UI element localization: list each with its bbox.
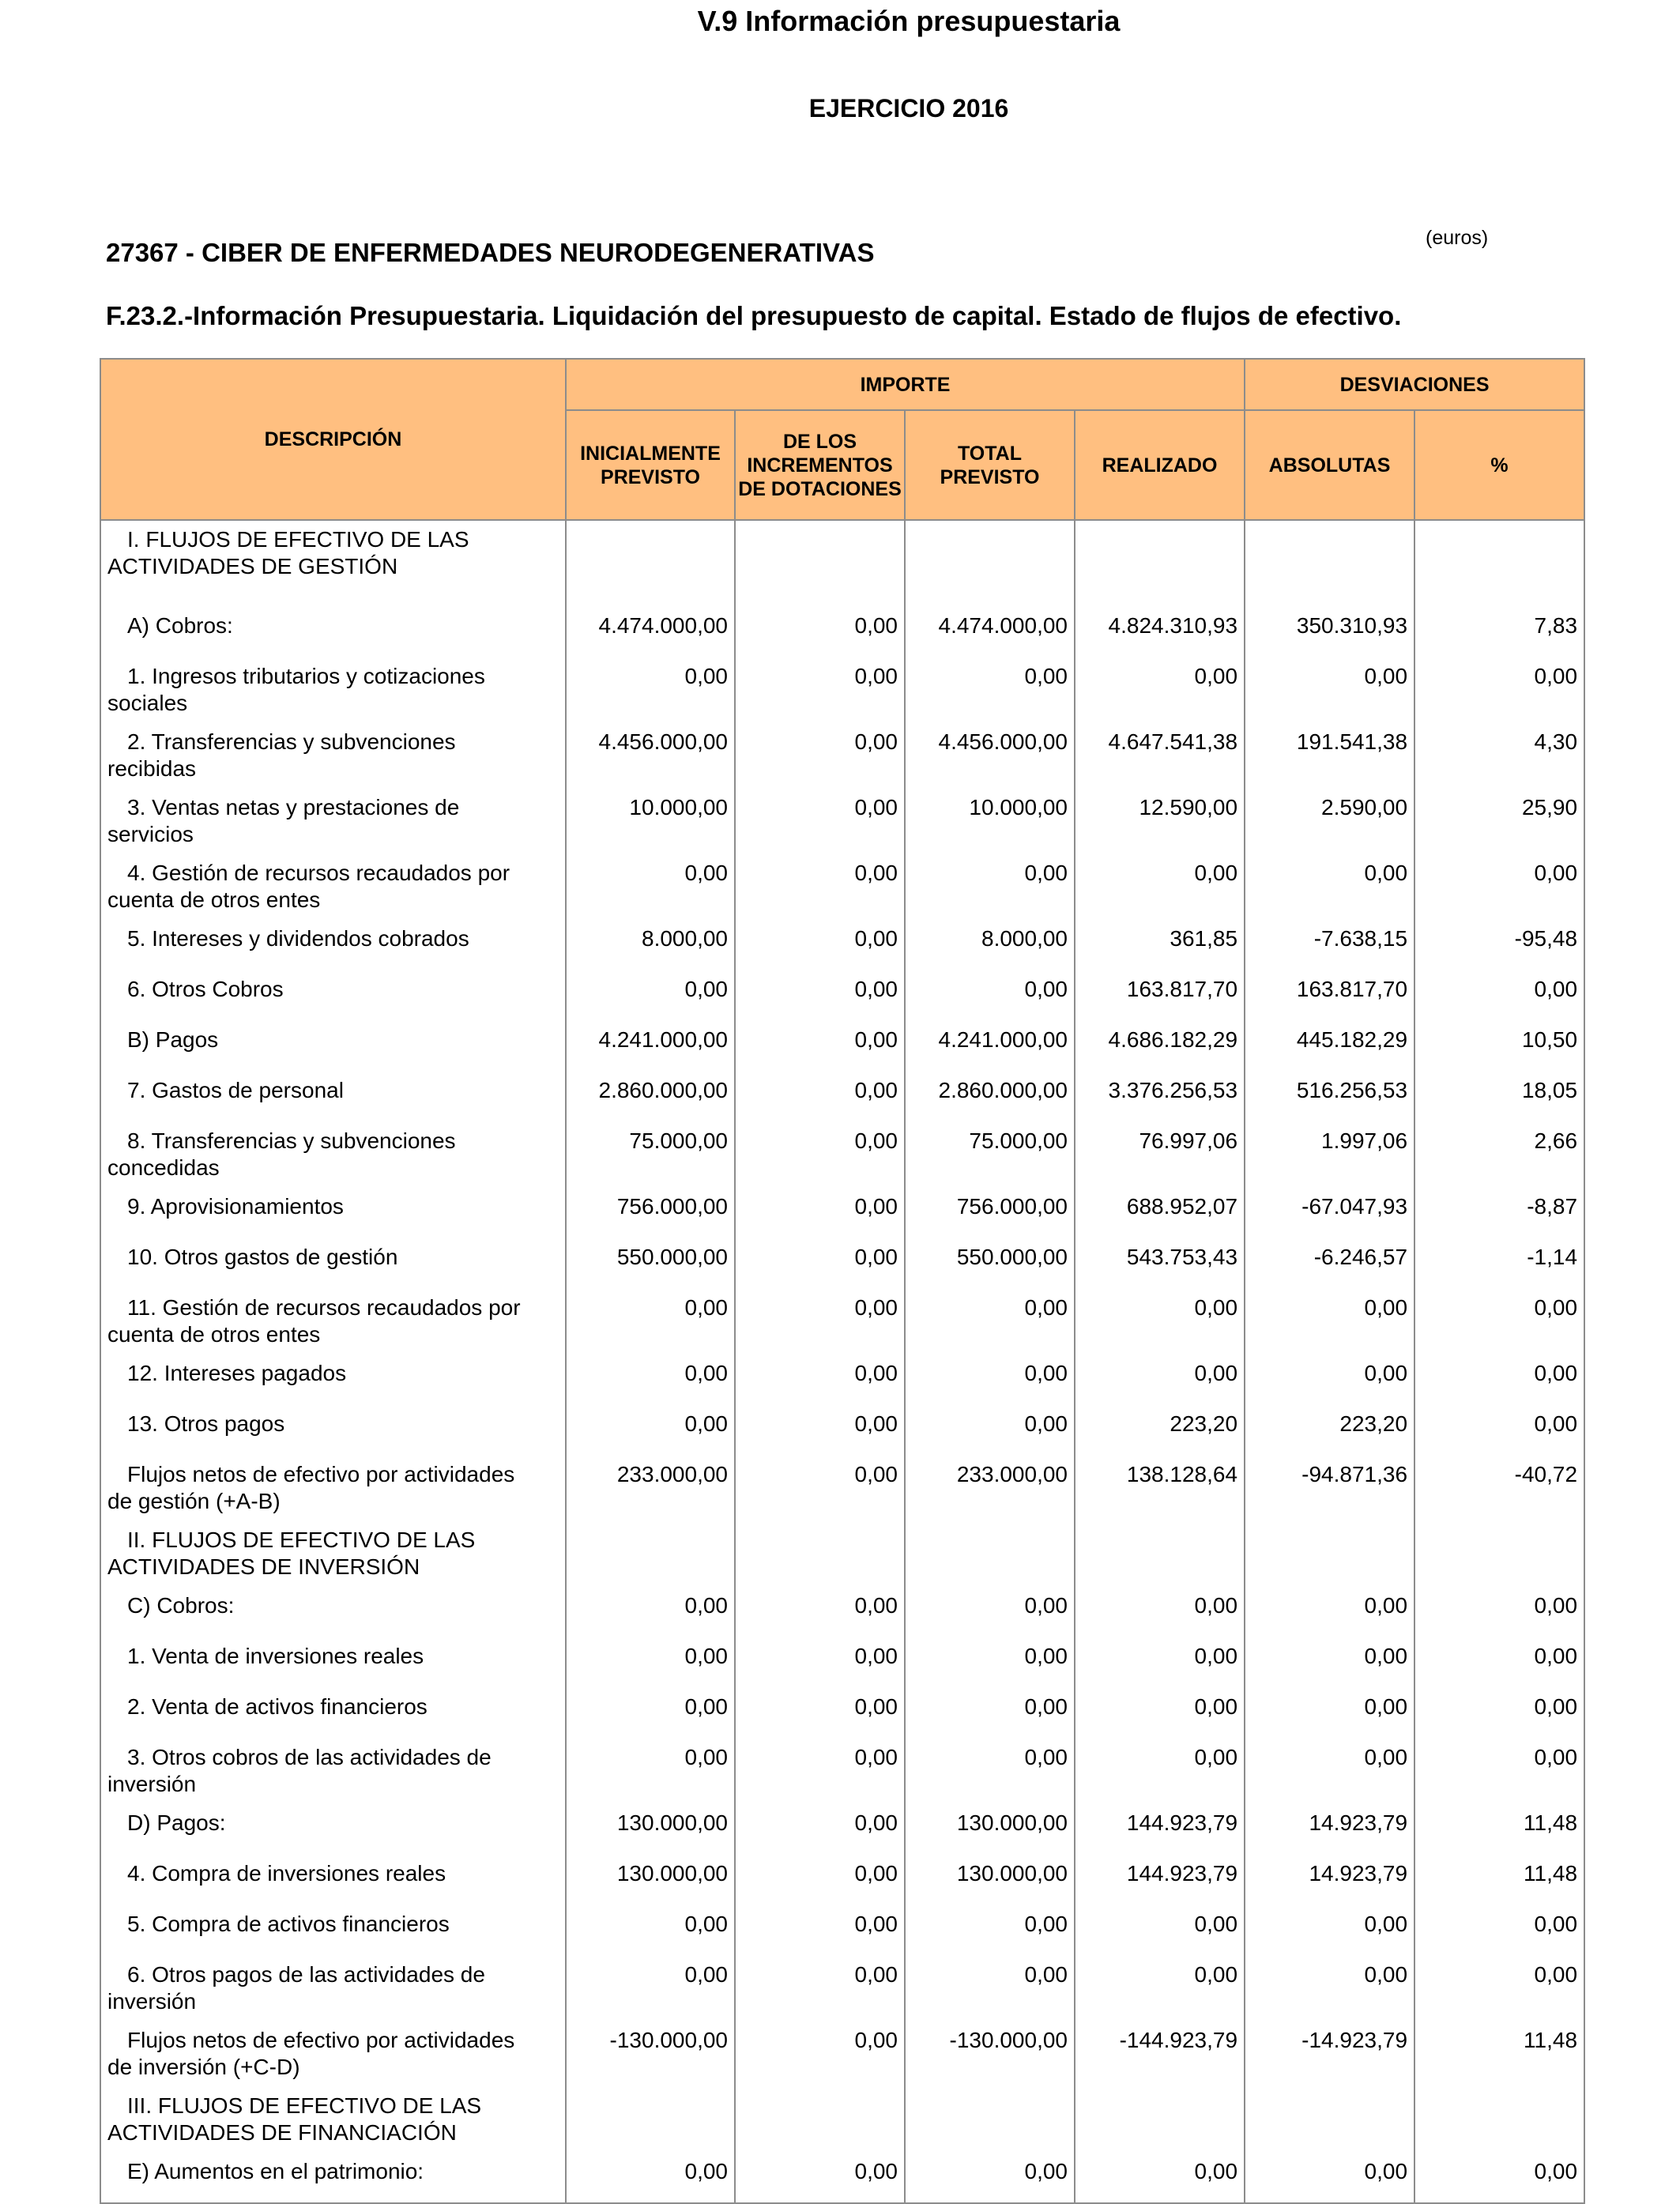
row-value: -130.000,00 (905, 2021, 1075, 2087)
row-value: -40,72 (1414, 1456, 1584, 1521)
row-value: 0,00 (1414, 970, 1584, 1021)
row-value: -1,14 (1414, 1238, 1584, 1289)
row-value: 0,00 (1075, 1289, 1245, 1354)
row-value: 163.817,70 (1245, 970, 1414, 1021)
row-value: 0,00 (735, 1739, 905, 1804)
desviaciones-header: DESVIACIONES (1245, 359, 1584, 410)
row-value: 25,90 (1414, 789, 1584, 854)
row-value (566, 2087, 735, 2153)
report-subtitle: F.23.2.-Información Presupuestaria. Liquidación del presupuesto de capital. Estado de flujos de efectivo. (106, 301, 1402, 330)
row-description-line1: 7. Gastos de personal (127, 1078, 344, 1102)
row-value (1245, 1521, 1414, 1587)
col-header-percent: % (1414, 410, 1584, 520)
row-value: 12.590,00 (1075, 789, 1245, 854)
row-value: 0,00 (566, 657, 735, 723)
row-value: 8.000,00 (566, 920, 735, 970)
row-value: 0,00 (905, 1405, 1075, 1456)
row-value: 0,00 (735, 607, 905, 657)
row-value: 0,00 (735, 1354, 905, 1405)
importe-header: IMPORTE (566, 359, 1245, 410)
row-value: 2.860.000,00 (566, 1072, 735, 1122)
row-value: 4.241.000,00 (566, 1021, 735, 1072)
row-value: 0,00 (566, 1289, 735, 1354)
row-value: 75.000,00 (566, 1122, 735, 1188)
row-value: 0,00 (1414, 1905, 1584, 1956)
row-value (1245, 2087, 1414, 2153)
row-value (735, 520, 905, 607)
row-description-line1: 8. Transferencias y subvenciones (127, 1128, 456, 1153)
row-value: 0,00 (1414, 854, 1584, 920)
row-description (100, 1855, 566, 1905)
row-description-line2: inversión (107, 1772, 197, 1796)
row-value: 0,00 (1414, 1354, 1584, 1405)
row-description-line1: 11. Gestión de recursos recaudados por (127, 1295, 521, 1320)
table-row (100, 1521, 1584, 1587)
table-row (100, 854, 1584, 920)
row-value: 0,00 (735, 1804, 905, 1855)
row-description-line2: inversión (107, 1989, 197, 2014)
col-header-inicialmente-previsto: INICIALMENTE PREVISTO (566, 410, 735, 520)
row-description-line1: B) Pagos (127, 1027, 219, 1052)
row-value: 0,00 (566, 1587, 735, 1637)
row-description-line1: Flujos netos de efectivo por actividades (127, 1462, 515, 1486)
row-description (100, 2153, 566, 2203)
row-description-line1: 6. Otros Cobros (127, 977, 284, 1001)
row-description-line2: recibidas (107, 756, 197, 781)
row-description-line1: E) Aumentos en el patrimonio: (127, 2159, 424, 2183)
row-description-line1: 1. Venta de inversiones reales (127, 1644, 424, 1668)
row-description-line1: 3. Otros cobros de las actividades de (127, 1745, 492, 1769)
row-value: -94.871,36 (1245, 1456, 1414, 1521)
row-value: 756.000,00 (905, 1188, 1075, 1238)
fiscal-year: EJERCICIO 2016 (808, 94, 1009, 122)
row-value (905, 2087, 1075, 2153)
row-value: 233.000,00 (566, 1456, 735, 1521)
row-description-line2: de gestión (+A-B) (107, 1489, 281, 1513)
row-value: 0,00 (1414, 1289, 1584, 1354)
row-description-line2: ACTIVIDADES DE GESTIÓN (107, 554, 398, 578)
row-value: 0,00 (1075, 1637, 1245, 1688)
row-value: 0,00 (1245, 1905, 1414, 1956)
row-value: 0,00 (1075, 1688, 1245, 1739)
row-value: 0,00 (735, 1072, 905, 1122)
row-value: 8.000,00 (905, 920, 1075, 970)
table-body (100, 520, 1584, 2203)
row-value: 0,00 (735, 1238, 905, 1289)
row-value: 0,00 (566, 1956, 735, 2021)
row-description (100, 1587, 566, 1637)
row-description (100, 1804, 566, 1855)
row-description-line2: sociales (107, 691, 188, 715)
row-description-line2: ACTIVIDADES DE FINANCIACIÓN (107, 2120, 457, 2145)
row-value: 130.000,00 (566, 1804, 735, 1855)
row-value: 688.952,07 (1075, 1188, 1245, 1238)
row-description (100, 1289, 566, 1354)
row-value: 543.753,43 (1075, 1238, 1245, 1289)
row-value: 0,00 (1414, 1956, 1584, 2021)
row-description (100, 1688, 566, 1739)
row-value: 0,00 (1245, 1354, 1414, 1405)
row-description-line2: ACTIVIDADES DE INVERSIÓN (107, 1554, 420, 1579)
table-row (100, 970, 1584, 1021)
row-value: 1.997,06 (1245, 1122, 1414, 1188)
row-value: 0,00 (905, 1739, 1075, 1804)
table-row (100, 1238, 1584, 1289)
row-description (100, 1072, 566, 1122)
row-value: 0,00 (905, 657, 1075, 723)
row-value: 75.000,00 (905, 1122, 1075, 1188)
row-value: 756.000,00 (566, 1188, 735, 1238)
row-description (100, 2087, 566, 2153)
row-description-line2: servicios (107, 822, 194, 846)
row-description-line1: 5. Compra de activos financieros (127, 1912, 450, 1936)
entity-name: 27367 - CIBER DE ENFERMEDADES NEURODEGENERATIVAS (106, 238, 875, 267)
table-row (100, 1456, 1584, 1521)
row-description-line1: 4. Gestión de recursos recaudados por (127, 861, 510, 885)
row-value: 3.376.256,53 (1075, 1072, 1245, 1122)
row-value: 130.000,00 (905, 1855, 1075, 1905)
row-value: 2,66 (1414, 1122, 1584, 1188)
row-description-line1: 6. Otros pagos de las actividades de (127, 1962, 485, 1987)
table-row (100, 2087, 1584, 2153)
row-value: 11,48 (1414, 2021, 1584, 2087)
row-value: 445.182,29 (1245, 1021, 1414, 1072)
row-description-line1: II. FLUJOS DE EFECTIVO DE LAS (127, 1528, 476, 1552)
row-value: 0,00 (905, 1637, 1075, 1688)
row-description (100, 789, 566, 854)
row-value: 138.128,64 (1075, 1456, 1245, 1521)
row-value: 0,00 (1075, 1739, 1245, 1804)
row-description-line1: 12. Intereses pagados (127, 1361, 347, 1385)
cash-flow-table (100, 358, 1585, 2204)
row-value: 10,50 (1414, 1021, 1584, 1072)
row-value: 0,00 (1245, 2153, 1414, 2203)
row-value: 233.000,00 (905, 1456, 1075, 1521)
row-value (735, 1521, 905, 1587)
row-value: -6.246,57 (1245, 1238, 1414, 1289)
row-description (100, 970, 566, 1021)
row-description-line1: A) Cobros: (127, 613, 233, 638)
row-value: 223,20 (1075, 1405, 1245, 1456)
row-value: 0,00 (905, 1905, 1075, 1956)
row-description-line1: III. FLUJOS DE EFECTIVO DE LAS (127, 2093, 482, 2118)
row-value: -67.047,93 (1245, 1188, 1414, 1238)
row-value: 0,00 (1075, 1587, 1245, 1637)
row-description-line1: Flujos netos de efectivo por actividades (127, 2028, 515, 2052)
row-value: 550.000,00 (566, 1238, 735, 1289)
row-value (1414, 520, 1584, 607)
row-value: 0,00 (735, 970, 905, 1021)
row-value: 0,00 (1245, 1637, 1414, 1688)
row-value: -130.000,00 (566, 2021, 735, 2087)
col-header-realizado: REALIZADO (1075, 410, 1245, 520)
table-row (100, 1804, 1584, 1855)
row-value: 2.860.000,00 (905, 1072, 1075, 1122)
row-value: 0,00 (735, 1188, 905, 1238)
row-description-line2: cuenta de otros entes (107, 1322, 321, 1347)
row-value: -144.923,79 (1075, 2021, 1245, 2087)
row-value: 0,00 (905, 1956, 1075, 2021)
col-header-absolutas: ABSOLUTAS (1245, 410, 1414, 520)
row-description (100, 1354, 566, 1405)
row-value: 0,00 (1245, 1688, 1414, 1739)
row-value: 0,00 (735, 920, 905, 970)
row-value: 0,00 (735, 1122, 905, 1188)
col-header-total-previsto: TOTAL PREVISTO (905, 410, 1075, 520)
row-value: 0,00 (1245, 1739, 1414, 1804)
row-value: 0,00 (566, 2153, 735, 2203)
table-row (100, 657, 1584, 723)
table-row (100, 2021, 1584, 2087)
row-value: 0,00 (1075, 2153, 1245, 2203)
row-description (100, 1521, 566, 1587)
row-value: 0,00 (905, 1354, 1075, 1405)
table-row (100, 723, 1584, 789)
currency-units: (euros) (1426, 227, 1489, 249)
row-description (100, 1238, 566, 1289)
row-value: 0,00 (566, 1905, 735, 1956)
row-value: 10.000,00 (566, 789, 735, 854)
row-description-line2: de inversión (+C-D) (107, 2055, 300, 2079)
row-value: 0,00 (905, 2153, 1075, 2203)
row-description-line1: 9. Aprovisionamientos (127, 1194, 344, 1219)
row-description (100, 920, 566, 970)
table-row (100, 1739, 1584, 1804)
row-value: 0,00 (905, 970, 1075, 1021)
row-description-line1: 5. Intereses y dividendos cobrados (127, 926, 469, 951)
row-value (1414, 1521, 1584, 1587)
row-value: 18,05 (1414, 1072, 1584, 1122)
row-description-line1: 2. Venta de activos financieros (127, 1694, 428, 1719)
row-value: 4.456.000,00 (905, 723, 1075, 789)
table-row (100, 2153, 1584, 2203)
row-value: 0,00 (566, 1637, 735, 1688)
row-value: 0,00 (735, 789, 905, 854)
row-value: 2.590,00 (1245, 789, 1414, 854)
row-description (100, 1905, 566, 1956)
row-value (1075, 1521, 1245, 1587)
row-value: 0,00 (735, 1456, 905, 1521)
row-value: 0,00 (566, 854, 735, 920)
row-value: 4.474.000,00 (905, 607, 1075, 657)
row-value: 144.923,79 (1075, 1804, 1245, 1855)
row-description (100, 1122, 566, 1188)
row-value: 0,00 (1414, 1739, 1584, 1804)
row-value: -14.923,79 (1245, 2021, 1414, 2087)
row-description (100, 723, 566, 789)
row-value: 0,00 (1414, 1637, 1584, 1688)
row-value: 191.541,38 (1245, 723, 1414, 789)
row-value: 0,00 (1414, 657, 1584, 723)
row-value: 516.256,53 (1245, 1072, 1414, 1122)
row-value: 0,00 (735, 854, 905, 920)
row-value: 0,00 (735, 1587, 905, 1637)
row-value: 14.923,79 (1245, 1804, 1414, 1855)
row-value: 0,00 (905, 1587, 1075, 1637)
row-value (1245, 520, 1414, 607)
row-description-line1: 10. Otros gastos de gestión (127, 1245, 398, 1269)
row-description (100, 1456, 566, 1521)
table-row (100, 1122, 1584, 1188)
table-row (100, 1188, 1584, 1238)
row-value: -8,87 (1414, 1188, 1584, 1238)
row-description-line1: C) Cobros: (127, 1593, 235, 1618)
row-description (100, 520, 566, 607)
row-value: 350.310,93 (1245, 607, 1414, 657)
row-value: 14.923,79 (1245, 1855, 1414, 1905)
row-description (100, 1956, 566, 2021)
table-row (100, 1405, 1584, 1456)
row-value: 4.824.310,93 (1075, 607, 1245, 657)
row-value: 7,83 (1414, 607, 1584, 657)
row-value (1075, 2087, 1245, 2153)
row-value (566, 1521, 735, 1587)
row-value: 4.474.000,00 (566, 607, 735, 657)
row-value: 0,00 (566, 1405, 735, 1456)
row-value (1414, 2087, 1584, 2153)
table-row (100, 1354, 1584, 1405)
row-value: 11,48 (1414, 1855, 1584, 1905)
table-row (100, 1637, 1584, 1688)
row-value: 0,00 (735, 1289, 905, 1354)
row-value: 0,00 (1075, 854, 1245, 920)
col-header-incrementos-dotaciones: DE LOS INCREMENTOS DE DOTACIONES (735, 410, 905, 520)
row-value: 0,00 (735, 1905, 905, 1956)
row-value: 0,00 (566, 1739, 735, 1804)
row-value: 130.000,00 (566, 1855, 735, 1905)
row-value: 4.456.000,00 (566, 723, 735, 789)
row-value: 0,00 (735, 1688, 905, 1739)
table-row (100, 1072, 1584, 1122)
row-description (100, 1739, 566, 1804)
row-value: 550.000,00 (905, 1238, 1075, 1289)
row-description (100, 607, 566, 657)
row-value: 0,00 (735, 1405, 905, 1456)
table-row (100, 1289, 1584, 1354)
page-title: V.9 Información presupuestaria (697, 5, 1121, 37)
row-value: 0,00 (1245, 1289, 1414, 1354)
row-value: 0,00 (905, 1289, 1075, 1354)
row-value: 0,00 (1075, 1905, 1245, 1956)
row-value: 0,00 (1245, 1956, 1414, 2021)
row-description (100, 854, 566, 920)
row-value: 10.000,00 (905, 789, 1075, 854)
row-value (735, 2087, 905, 2153)
row-value: 76.997,06 (1075, 1122, 1245, 1188)
row-value: 361,85 (1075, 920, 1245, 970)
row-value: 11,48 (1414, 1804, 1584, 1855)
row-description-line1: 3. Ventas netas y prestaciones de (127, 795, 460, 819)
row-value (1075, 520, 1245, 607)
row-value: 0,00 (566, 1688, 735, 1739)
row-value: 0,00 (735, 1855, 905, 1905)
table-row (100, 789, 1584, 854)
row-value: 0,00 (735, 657, 905, 723)
row-value: 0,00 (735, 1956, 905, 2021)
table-row (100, 1021, 1584, 1072)
row-description-line1: D) Pagos: (127, 1810, 226, 1835)
row-value: 223,20 (1245, 1405, 1414, 1456)
row-value: 0,00 (1414, 2153, 1584, 2203)
table-row (100, 520, 1584, 607)
row-value: 0,00 (735, 2153, 905, 2203)
table-row (100, 1956, 1584, 2021)
table-row (100, 920, 1584, 970)
row-value: 4.647.541,38 (1075, 723, 1245, 789)
row-value: 0,00 (1245, 854, 1414, 920)
row-value: 0,00 (566, 970, 735, 1021)
row-value: 0,00 (1075, 1354, 1245, 1405)
row-value: 130.000,00 (905, 1804, 1075, 1855)
row-description-line1: I. FLUJOS DE EFECTIVO DE LAS (127, 527, 469, 552)
row-description-line1: 1. Ingresos tributarios y cotizaciones (127, 664, 485, 688)
row-value: 0,00 (1245, 1587, 1414, 1637)
row-value: 4.686.182,29 (1075, 1021, 1245, 1072)
row-description (100, 1021, 566, 1072)
row-description-line1: 2. Transferencias y subvenciones (127, 729, 456, 754)
row-value: 0,00 (566, 1354, 735, 1405)
row-value: 0,00 (735, 723, 905, 789)
row-value: -95,48 (1414, 920, 1584, 970)
table-row (100, 607, 1584, 657)
row-description (100, 1188, 566, 1238)
row-value (905, 520, 1075, 607)
row-value: 0,00 (1414, 1587, 1584, 1637)
row-value: 4,30 (1414, 723, 1584, 789)
description-header: DESCRIPCIÓN (100, 359, 566, 520)
row-value: 0,00 (735, 1637, 905, 1688)
table-row (100, 1905, 1584, 1956)
row-value: 0,00 (905, 1688, 1075, 1739)
row-value: 0,00 (735, 1021, 905, 1072)
row-value: 0,00 (1075, 1956, 1245, 2021)
row-description (100, 657, 566, 723)
row-value: -7.638,15 (1245, 920, 1414, 970)
table-row (100, 1855, 1584, 1905)
row-value: 0,00 (735, 2021, 905, 2087)
row-value (905, 1521, 1075, 1587)
row-value: 163.817,70 (1075, 970, 1245, 1021)
row-value: 144.923,79 (1075, 1855, 1245, 1905)
table-row (100, 1688, 1584, 1739)
row-description (100, 2021, 566, 2087)
row-description-line2: concedidas (107, 1155, 220, 1180)
row-value: 0,00 (1245, 657, 1414, 723)
row-description-line1: 4. Compra de inversiones reales (127, 1861, 446, 1886)
row-value (566, 520, 735, 607)
row-description (100, 1637, 566, 1688)
table-row (100, 1587, 1584, 1637)
row-description-line1: 13. Otros pagos (127, 1411, 285, 1436)
row-value: 4.241.000,00 (905, 1021, 1075, 1072)
row-description-line2: cuenta de otros entes (107, 887, 321, 912)
row-value: 0,00 (1075, 657, 1245, 723)
row-description (100, 1405, 566, 1456)
row-value: 0,00 (905, 854, 1075, 920)
row-value: 0,00 (1414, 1405, 1584, 1456)
row-value: 0,00 (1414, 1688, 1584, 1739)
